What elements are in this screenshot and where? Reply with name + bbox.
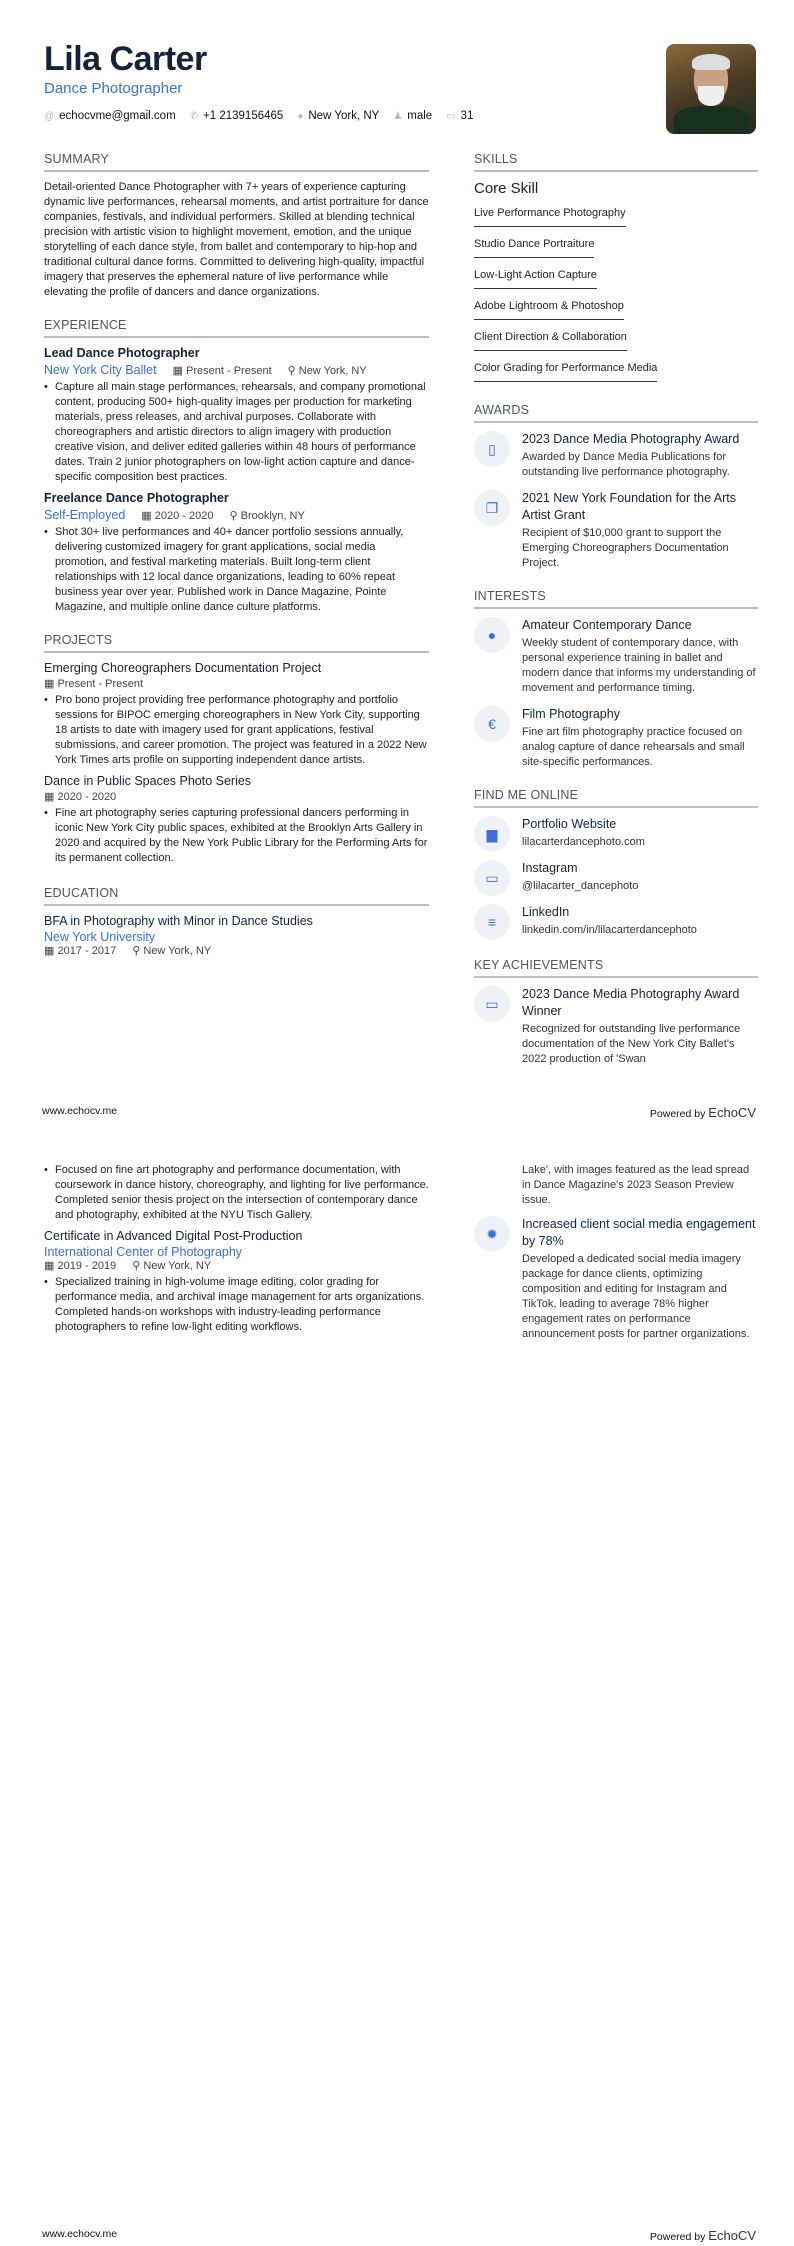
online-title: LinkedIn	[522, 905, 570, 919]
email[interactable]: echocvme@gmail.com	[59, 110, 176, 122]
calendar-icon: ▦	[44, 678, 55, 690]
experience-heading: EXPERIENCE	[44, 318, 429, 338]
achievement-desc-continued: Lake', with images featured as the lead spread in Dance Magazine's 2023 Season Preview issue.	[522, 1164, 750, 1206]
mobile-icon: ▯	[474, 431, 510, 467]
achievement-title: 2023 Dance Media Photography Award Winner	[522, 987, 740, 1018]
location: New York, NY	[143, 1260, 212, 1272]
skill-item: Live Performance Photography	[474, 207, 626, 227]
profile-photo	[666, 44, 756, 134]
calendar-icon: ▭	[446, 111, 456, 122]
online-link[interactable]: linkedin.com/in/lilacarterdancephoto	[522, 924, 697, 936]
project-item: Emerging Choreographers Documentation Project ▦ Present - Present • Pro bono project providing free performance photography and portfolio sessions for BIPOC emerging choreographers in New York City, supporting 18 artists to date with imagery used for grant applications, festival submissions, and career promotion. The project was featured in a 2022 New York Times arts profile on supporting independent dance artists.	[44, 661, 429, 768]
dates: 2020 - 2020	[154, 509, 214, 522]
bullet: Specialized training in high-volume image editing, color grading for performance media, and archival image management for arts organizations. Completed hands-on workshops with industry-leading performance photographers to refine low-light editing workflows.	[55, 1276, 425, 1333]
location-icon: ⚲	[132, 945, 141, 957]
location-icon: ⚲	[287, 364, 296, 377]
dates: Present - Present	[57, 678, 144, 690]
bullet: Pro bono project providing free performance photography and portfolio sessions for BIPOC emerging choreographers in New York City, supporting 18 artists to date with imagery used for grant applications, festival submissions, and career promotion. The project was featured in a 2022 New York Times arts profile on supporting independent dance artists.	[55, 694, 427, 766]
interests-heading: INTERESTS	[474, 589, 758, 609]
online-title: Instagram	[522, 861, 578, 875]
degree: BFA in Photography with Minor in Dance Studies	[44, 914, 313, 928]
experience-item: Freelance Dance Photographer Self-Employed ▦ 2020 - 2020 ⚲ Brooklyn, NY • Shot 30+ live performances and 40+ dancer portfolio sessions annually, delivering customized imagery for grant applications, social media promotion, and festival marketing materials. Built long-term client relationships with 12 local dance organizations, leading to 60% repeat business year over year. Published work in Dance Magazine, Pointe Magazine, and multiple online dance culture platforms.	[44, 491, 429, 615]
age: 31	[460, 110, 474, 122]
calendar-icon: ▦	[172, 364, 183, 377]
brand-logo: EchoCV	[708, 1105, 756, 1120]
achievement-desc: Developed a dedicated social media imagery package for dance clients, optimizing composition and editing for Instagram and TikTok, leading to average 78% higher engagement rates on performance announcement posts for partner organizations.	[522, 1253, 750, 1340]
awards-heading: AWARDS	[474, 403, 758, 423]
left-column	[44, 152, 429, 960]
location-icon: ⚲	[132, 1260, 141, 1272]
online-heading: FIND ME ONLINE	[474, 788, 758, 808]
phone-icon: ✆	[189, 111, 199, 122]
achievement-item	[474, 1216, 758, 1342]
skills-heading: SKILLS	[474, 152, 758, 172]
achievement-item	[474, 986, 758, 1067]
location-icon: ●	[297, 111, 304, 122]
education-item: Certificate in Advanced Digital Post-Production International Center of Photography ▦ 2019 - 2019 ⚲ New York, NY • Specialized training in high-volume image editing, color grading for performance media, and archival image management for arts organizations. Completed hands-on workshops with industry-leading performance photographers to refine low-light editing workflows.	[44, 1229, 429, 1335]
award-item	[474, 490, 758, 571]
clipboard-icon: ❐	[474, 490, 510, 526]
page-2	[0, 1123, 794, 2246]
at-icon: @	[44, 111, 55, 122]
brand-logo: EchoCV	[708, 2228, 756, 2243]
interest-title: Film Photography	[522, 707, 620, 721]
online-title: Portfolio Website	[522, 817, 617, 831]
footer-powered	[650, 1105, 756, 1120]
skill-item: Client Direction & Collaboration	[474, 331, 627, 351]
dates: 2020 - 2020	[57, 791, 117, 803]
award-title: 2023 Dance Media Photography Award	[522, 432, 740, 446]
location: New York, NY	[143, 945, 212, 957]
job-title: Lead Dance Photographer	[44, 346, 200, 360]
dates: 2017 - 2017	[57, 945, 117, 957]
skill-group-title: Core Skill	[474, 180, 539, 197]
skill-item: Studio Dance Portraiture	[474, 238, 594, 258]
toggle-icon: ▭	[474, 860, 510, 896]
skill-item: Color Grading for Performance Media	[474, 362, 657, 382]
achievements-heading: KEY ACHIEVEMENTS	[474, 958, 758, 978]
calendar-icon: ▦	[44, 945, 55, 957]
project-title: Dance in Public Spaces Photo Series	[44, 774, 252, 788]
interest-desc: Weekly student of contemporary dance, with personal experience training in ballet and modern dance that informs my understanding of movement and performance timing.	[522, 637, 756, 694]
contact-bar	[44, 110, 473, 122]
powered-by-label: Powered by	[649, 2231, 706, 2243]
interest-title: Amateur Contemporary Dance	[522, 618, 692, 632]
dates: 2019 - 2019	[57, 1260, 117, 1272]
job-title: Freelance Dance Photographer	[44, 491, 229, 505]
achievement-title: Increased client social media engagement by 78%	[522, 1217, 756, 1248]
education-heading: EDUCATION	[44, 886, 429, 906]
projects-heading: PROJECTS	[44, 633, 429, 653]
candidate-name: Lila Carter	[44, 40, 207, 78]
education-item	[44, 914, 429, 957]
award-desc: Awarded by Dance Media Publications for outstanding live performance photography.	[522, 451, 730, 478]
award-item	[474, 431, 758, 480]
right-column	[474, 1163, 758, 1352]
bullet: Shot 30+ live performances and 40+ dancer portfolio sessions annually, delivering customized imagery for grant applications, social media promotion, and festival marketing materials. Built long-term client relationships with 12 local dance organizations, leading to 60% repeat business year over year. Published work in Dance Magazine, Pointe Magazine, and multiple online dance culture platforms.	[55, 526, 404, 613]
online-item	[474, 816, 758, 852]
person-icon: ♟	[393, 111, 403, 122]
summary-heading: SUMMARY	[44, 152, 429, 172]
online-link[interactable]: @lilacarter_dancephoto	[522, 880, 639, 892]
bullet: Focused on fine art photography and performance documentation, with coursework in dance history, choreography, and lighting for live performance. Completed senior thesis project on the intersection of contemporary dance and photography, exhibited at the NYU Tisch Gallery.	[55, 1164, 429, 1221]
calendar-icon: ▦	[44, 791, 55, 803]
school: New York University	[44, 930, 156, 944]
footer-powered	[650, 2228, 756, 2243]
online-item	[474, 860, 758, 896]
footer-site[interactable]: www.echocv.me	[42, 2228, 118, 2240]
project-title: Emerging Choreographers Documentation Project	[44, 661, 322, 675]
achievement-desc: Recognized for outstanding live performance documentation of the New York City Ballet's 2022 production of 'Swan	[522, 1023, 741, 1065]
bullet: Capture all main stage performances, rehearsals, and company promotional content, producing 500+ high-quality images per production for marketing materials, press releases, and archival purposes. Collaborate with choreographers and artistic directors to align imagery with production creative vision, and deliver edited galleries within 48 hours of performance dates. Train 2 junior photographers on low-light action capture and dance-specific composition best practices.	[55, 381, 426, 483]
calendar-icon: ▦	[44, 1260, 55, 1272]
powered-by-label: Powered by	[649, 1108, 706, 1120]
skill-item: Low-Light Action Capture	[474, 269, 597, 289]
phone[interactable]: +1 2139156465	[203, 110, 284, 122]
calendar-icon: ▦	[141, 509, 152, 522]
company: Self-Employed	[44, 508, 126, 522]
summary-text: Detail-oriented Dance Photographer with 7+ years of experience capturing dynamic live performances, rehearsal moments, and artist portraiture for dance companies, festivals, and individual performers. Skilled at blending technical precision with artistic vision to highlight movement, emotion, and the unique storytelling of each dance style, from ballet and contemporary to hip-hop and traditional cultural dance forms. Committed to delivering high-quality, impactful imagery that preserves the ephemeral nature of live performance while elevating the profile of dancers and dance organizations.	[44, 181, 429, 298]
project-item: Dance in Public Spaces Photo Series ▦ 2020 - 2020 • Fine art photography series capturing professional dancers performing in iconic New York City public spaces, exhibited at the Brooklyn Arts Gallery in 2020 and acquired by the New York Public Library for the Performing Arts for its permanent collection.	[44, 774, 428, 864]
company: New York City Ballet	[44, 363, 157, 377]
footer-site[interactable]: www.echocv.me	[42, 1105, 118, 1117]
school: International Center of Photography	[44, 1245, 243, 1259]
badge-icon: ▭	[474, 986, 510, 1022]
award-desc: Recipient of $10,000 grant to support the Emerging Choreographers Documentation Project.	[522, 527, 729, 569]
left-column: • Focused on fine art photography and performance documentation, with coursework in dance history, choreography, and lighting for live performance. Completed senior thesis project on the intersection of contemporary dance and photography, exhibited at the NYU Tisch Gallery. Certificate in Advanced Digital Post-Production International Center of Photography ▦ 2019 - 2019 ⚲ New York, NY • Specialized training in high-volume image editing, color grading for performance media, and archival image management for arts organizations. Completed hands-on workshops with industry-leading performance photographers to refine low-light editing workflows.	[44, 1164, 429, 1333]
document-icon: ▆	[474, 816, 510, 852]
skill-item: Adobe Lightroom & Photoshop	[474, 300, 624, 320]
location: Brooklyn, NY	[240, 509, 305, 522]
award-title: 2021 New York Foundation for the Arts Artist Grant	[522, 491, 737, 522]
location: New York, NY	[308, 110, 380, 122]
gender: male	[407, 110, 433, 122]
degree: Certificate in Advanced Digital Post-Production	[44, 1229, 303, 1243]
dates: Present - Present	[186, 364, 272, 377]
interest-item	[474, 706, 758, 770]
euro-icon: €	[474, 706, 510, 742]
right-column	[474, 152, 758, 1077]
chat-bubble-icon: ●	[474, 617, 510, 653]
experience-item: Lead Dance Photographer New York City Ballet ▦ Present - Present ⚲ New York, NY • Capture all main stage performances, rehearsals, and company promotional content, producing 500+ high-quality images per production for marketing materials, press releases, and archival purposes. Collaborate with choreographers and artistic directors to align imagery with production creative vision, and deliver edited galleries within 48 hours of performance dates. Train 2 junior photographers on low-light action capture and dance-specific composition best practices.	[44, 346, 429, 485]
gear-icon: ✹	[474, 1216, 510, 1252]
location: New York, NY	[298, 364, 367, 377]
location-icon: ⚲	[229, 509, 238, 522]
candidate-title: Dance Photographer	[44, 80, 183, 97]
online-item	[474, 904, 758, 940]
online-link[interactable]: lilacarterdancephoto.com	[522, 836, 645, 848]
bullet: Fine art photography series capturing professional dancers performing in iconic New York City public spaces, exhibited at the Brooklyn Arts Gallery in 2020 and acquired by the New York Public Library for the Performing Arts for its permanent collection.	[55, 807, 428, 864]
menu-icon: ≡	[474, 904, 510, 940]
interest-desc: Fine art film photography practice focused on analog capture of dance rehearsals and small site-specific performances.	[522, 726, 745, 768]
interest-item	[474, 617, 758, 696]
